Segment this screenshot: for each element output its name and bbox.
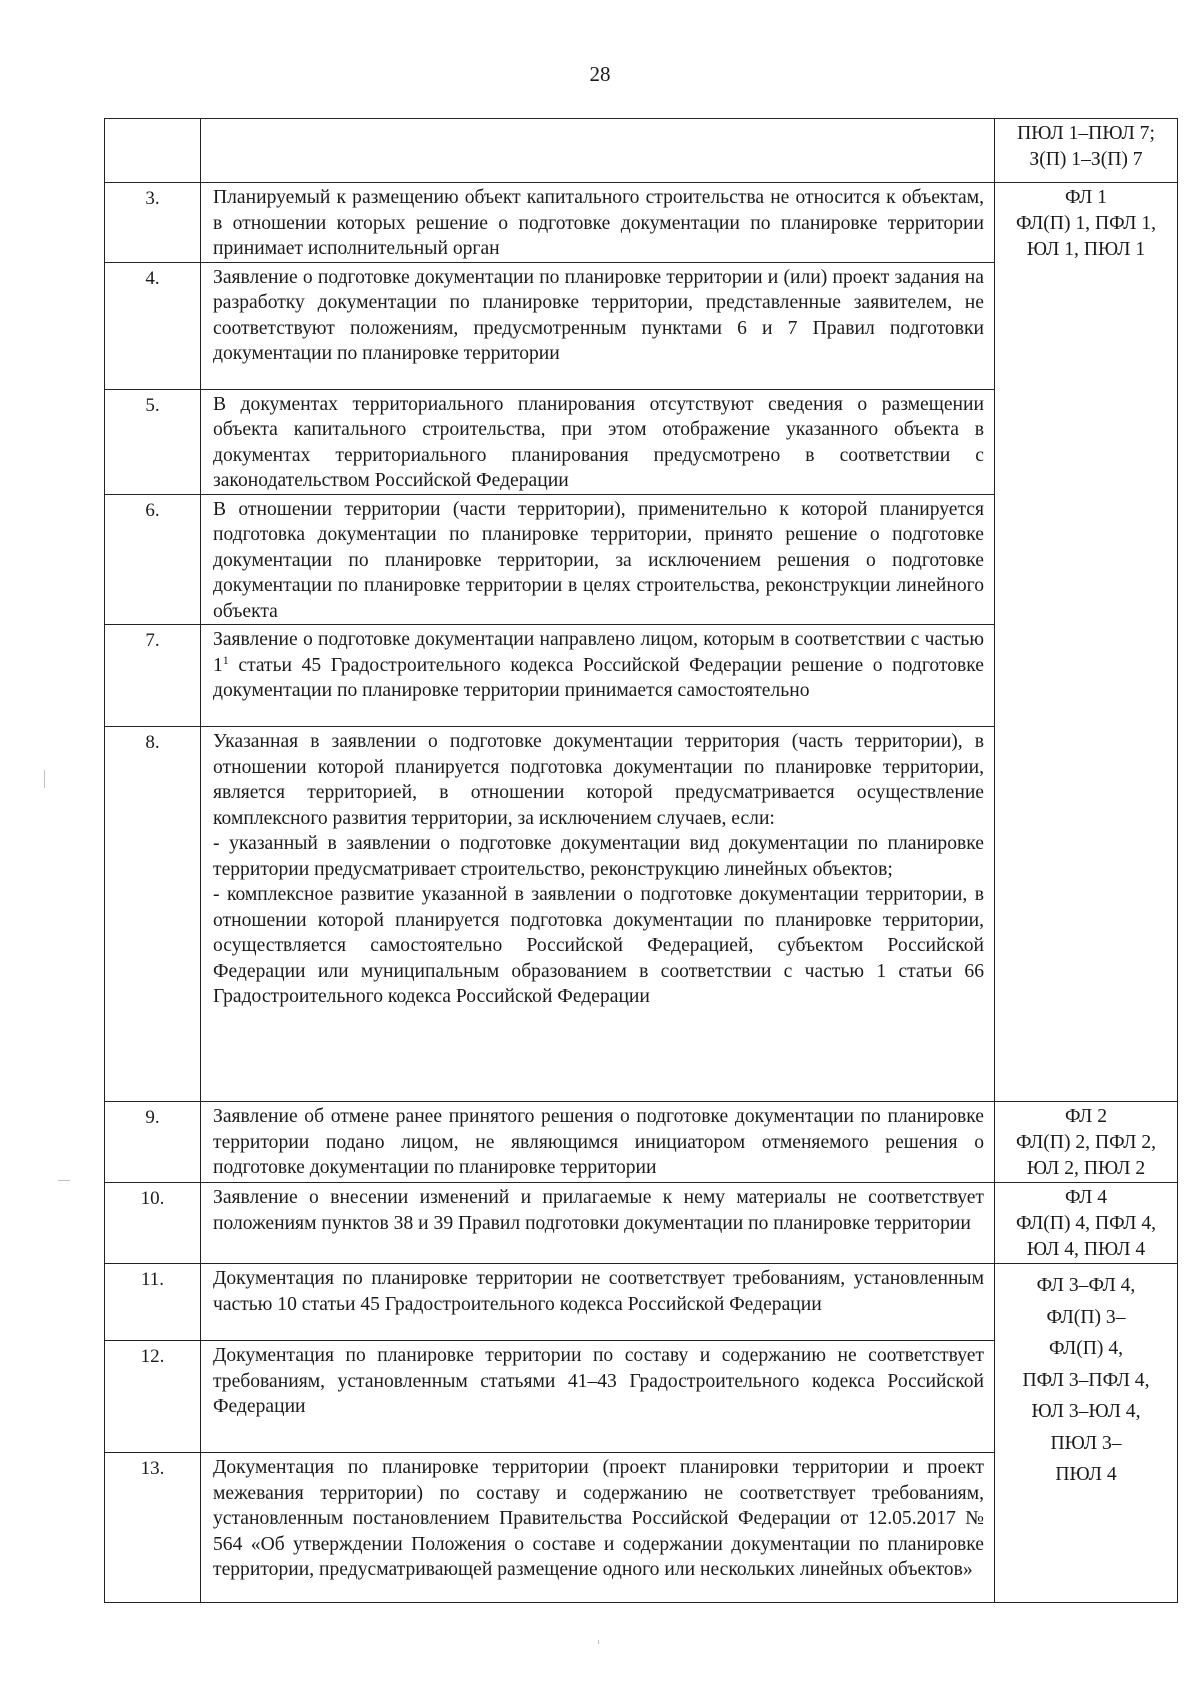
row-text: Заявление об отмене ранее принятого решения о подготовке документации по планировке территории подано лицом, не являющимся инициатором отменяемого решения о подготовке документации по планировке территории — [201, 1102, 995, 1183]
scan-artifact — [598, 1640, 599, 1644]
row-text — [201, 625, 995, 727]
code-line: ЮЛ 4, ПЮЛ 4 — [1026, 1239, 1146, 1260]
row-text: Планируемый к размещению объект капитального строительства не относится к объектам, в отношении которых решение о подготовке документации по планировке территории принимает исполнительный орган — [201, 183, 995, 263]
code-line: ЮЛ 2, ПЮЛ 2 — [1026, 1158, 1146, 1179]
code-line: ФЛ(П) 2, ПФЛ 2, — [1015, 1132, 1157, 1153]
applicant-codes — [995, 183, 1178, 1102]
table-row — [105, 1183, 1178, 1264]
page-number: 28 — [589, 62, 611, 86]
applicant-codes — [995, 1264, 1178, 1603]
row-text: Заявление о внесении изменений и прилагаемые к нему материалы не соответствует положениям пунктов 38 и 39 Правил подготовки документации по планировке территории — [201, 1183, 995, 1264]
row-text: Заявление о подготовке документации по планировке территории и (или) проект задания на разработку документации по планировке территории, представленные заявителем, не соответствуют положениям, предусмотренным пунктами 6 и 7 Правил подготовки документации по планировке территории — [201, 262, 995, 389]
row-number: 12. — [105, 1341, 201, 1453]
table-row — [105, 183, 1178, 263]
row-text: Документация по планировке территории по составу и содержанию не соответствует требованиям, установленным статьями 41–43 Градостроительного кодекса Российской Федерации — [201, 1341, 995, 1453]
row-text — [201, 119, 995, 183]
row-text-part: статьи 45 Градостроительного кодекса Российской Федерации решение о подготовке документации по планировке территории принимается самостоятельно — [213, 654, 984, 701]
code-line: ФЛ 3–ФЛ 4, — [1036, 1275, 1136, 1296]
row-number: 11. — [105, 1264, 201, 1341]
row-number: 7. — [105, 625, 201, 727]
code-line: ФЛ 1 — [1065, 187, 1107, 208]
code-line: ЮЛ 3–ЮЛ 4, — [1031, 1401, 1141, 1422]
row-number: 8. — [105, 727, 201, 1102]
code-line: ФЛ(П) 3– — [1046, 1306, 1126, 1328]
code-line: ФЛ 4 — [1065, 1187, 1107, 1208]
code-line: ПФЛ 3–ПФЛ 4, — [1022, 1369, 1150, 1391]
paragraph: Указанная в заявлении о подготовке документации территория (часть территории), в отношении которой планируется подготовка документации по планировке территории, является территорией, в отношении которой предусматривается осуществление комплексного развития территории, за исключением случаев, если: — [213, 731, 984, 829]
row-text: Документация по планировке территории (проект планировки территории и проект межевания территории) по составу и содержанию не соответствует требованиям, установленным постановлением Правительства Российской Федерации от 12.05.2017 № 564 «Об утверждении Положения о составе и содержании документации по планировке территории, предусматривающей размещение одного или нескольких линейных объектов» — [201, 1453, 995, 1603]
superscript: 1 — [222, 652, 229, 667]
row-text — [201, 727, 995, 1102]
row-number — [105, 119, 201, 183]
row-number: 9. — [105, 1102, 201, 1183]
row-number: 4. — [105, 262, 201, 389]
code-line: ФЛ(П) 4, ПФЛ 4, — [1015, 1213, 1157, 1234]
scan-artifact — [44, 770, 45, 788]
code-line: ЮЛ 1, ПЮЛ 1 — [1026, 239, 1146, 260]
table-row — [105, 119, 1178, 183]
paragraph: - комплексное развитие указанной в заявлении о подготовке документации территории, в отношении которой планируется подготовка документации по планировке территории, осуществляется самостоятельно Российской Федерацией, субъектом Российской Федерации или муниципальным образованием в соответствии с частью 1 статьи 66 Градостроительного кодекса Российской Федерации — [213, 884, 984, 1007]
row-text: В отношении территории (части территории), применительно к которой планируется подготовка документации по планировке территории, принято решение о подготовке документации по планировке территории, за исключением решения о подготовке документации по планировке территории в целях строительства, реконструкции линейного объекта — [201, 494, 995, 625]
row-number: 13. — [105, 1453, 201, 1603]
code-line: ФЛ(П) 4, — [1048, 1338, 1124, 1359]
code-line: ФЛ 2 — [1065, 1106, 1107, 1127]
scan-artifact — [58, 1180, 70, 1181]
table-row — [105, 1264, 1178, 1341]
row-number: 5. — [105, 389, 201, 494]
row-text-part: Заявление о подготовке документации направлено лицом, которым в соответствии с частью 1 — [213, 629, 984, 676]
applicant-codes — [995, 1102, 1178, 1183]
row-number: 10. — [105, 1183, 201, 1264]
row-text: В документах территориального планирования отсутствуют сведения о размещении объекта капитального строительства, при этом отображение указанного объекта в документах территориального планирования предусмотрено в соответствии с законодательством Российской Федерации — [201, 389, 995, 494]
refusal-grounds-table — [104, 118, 1178, 1603]
applicant-codes: ПЮЛ 1–ПЮЛ 7; З(П) 1–З(П) 7 — [995, 119, 1178, 183]
code-line: ПЮЛ 4 — [1055, 1464, 1117, 1485]
code-line: ПЮЛ 3– — [1050, 1432, 1122, 1454]
row-text: Документация по планировке территории не соответствует требованиям, установленным частью 10 статьи 45 Градостроительного кодекса Российской Федерации — [201, 1264, 995, 1341]
code-line: ФЛ(П) 1, ПФЛ 1, — [1015, 213, 1157, 234]
applicant-codes — [995, 1183, 1178, 1264]
row-number: 6. — [105, 494, 201, 625]
paragraph: - указанный в заявлении о подготовке документации вид документации по планировке территории предусматривает строительство, реконструкцию линейных объектов; — [213, 833, 984, 880]
table-row — [105, 1102, 1178, 1183]
row-number: 3. — [105, 183, 201, 263]
